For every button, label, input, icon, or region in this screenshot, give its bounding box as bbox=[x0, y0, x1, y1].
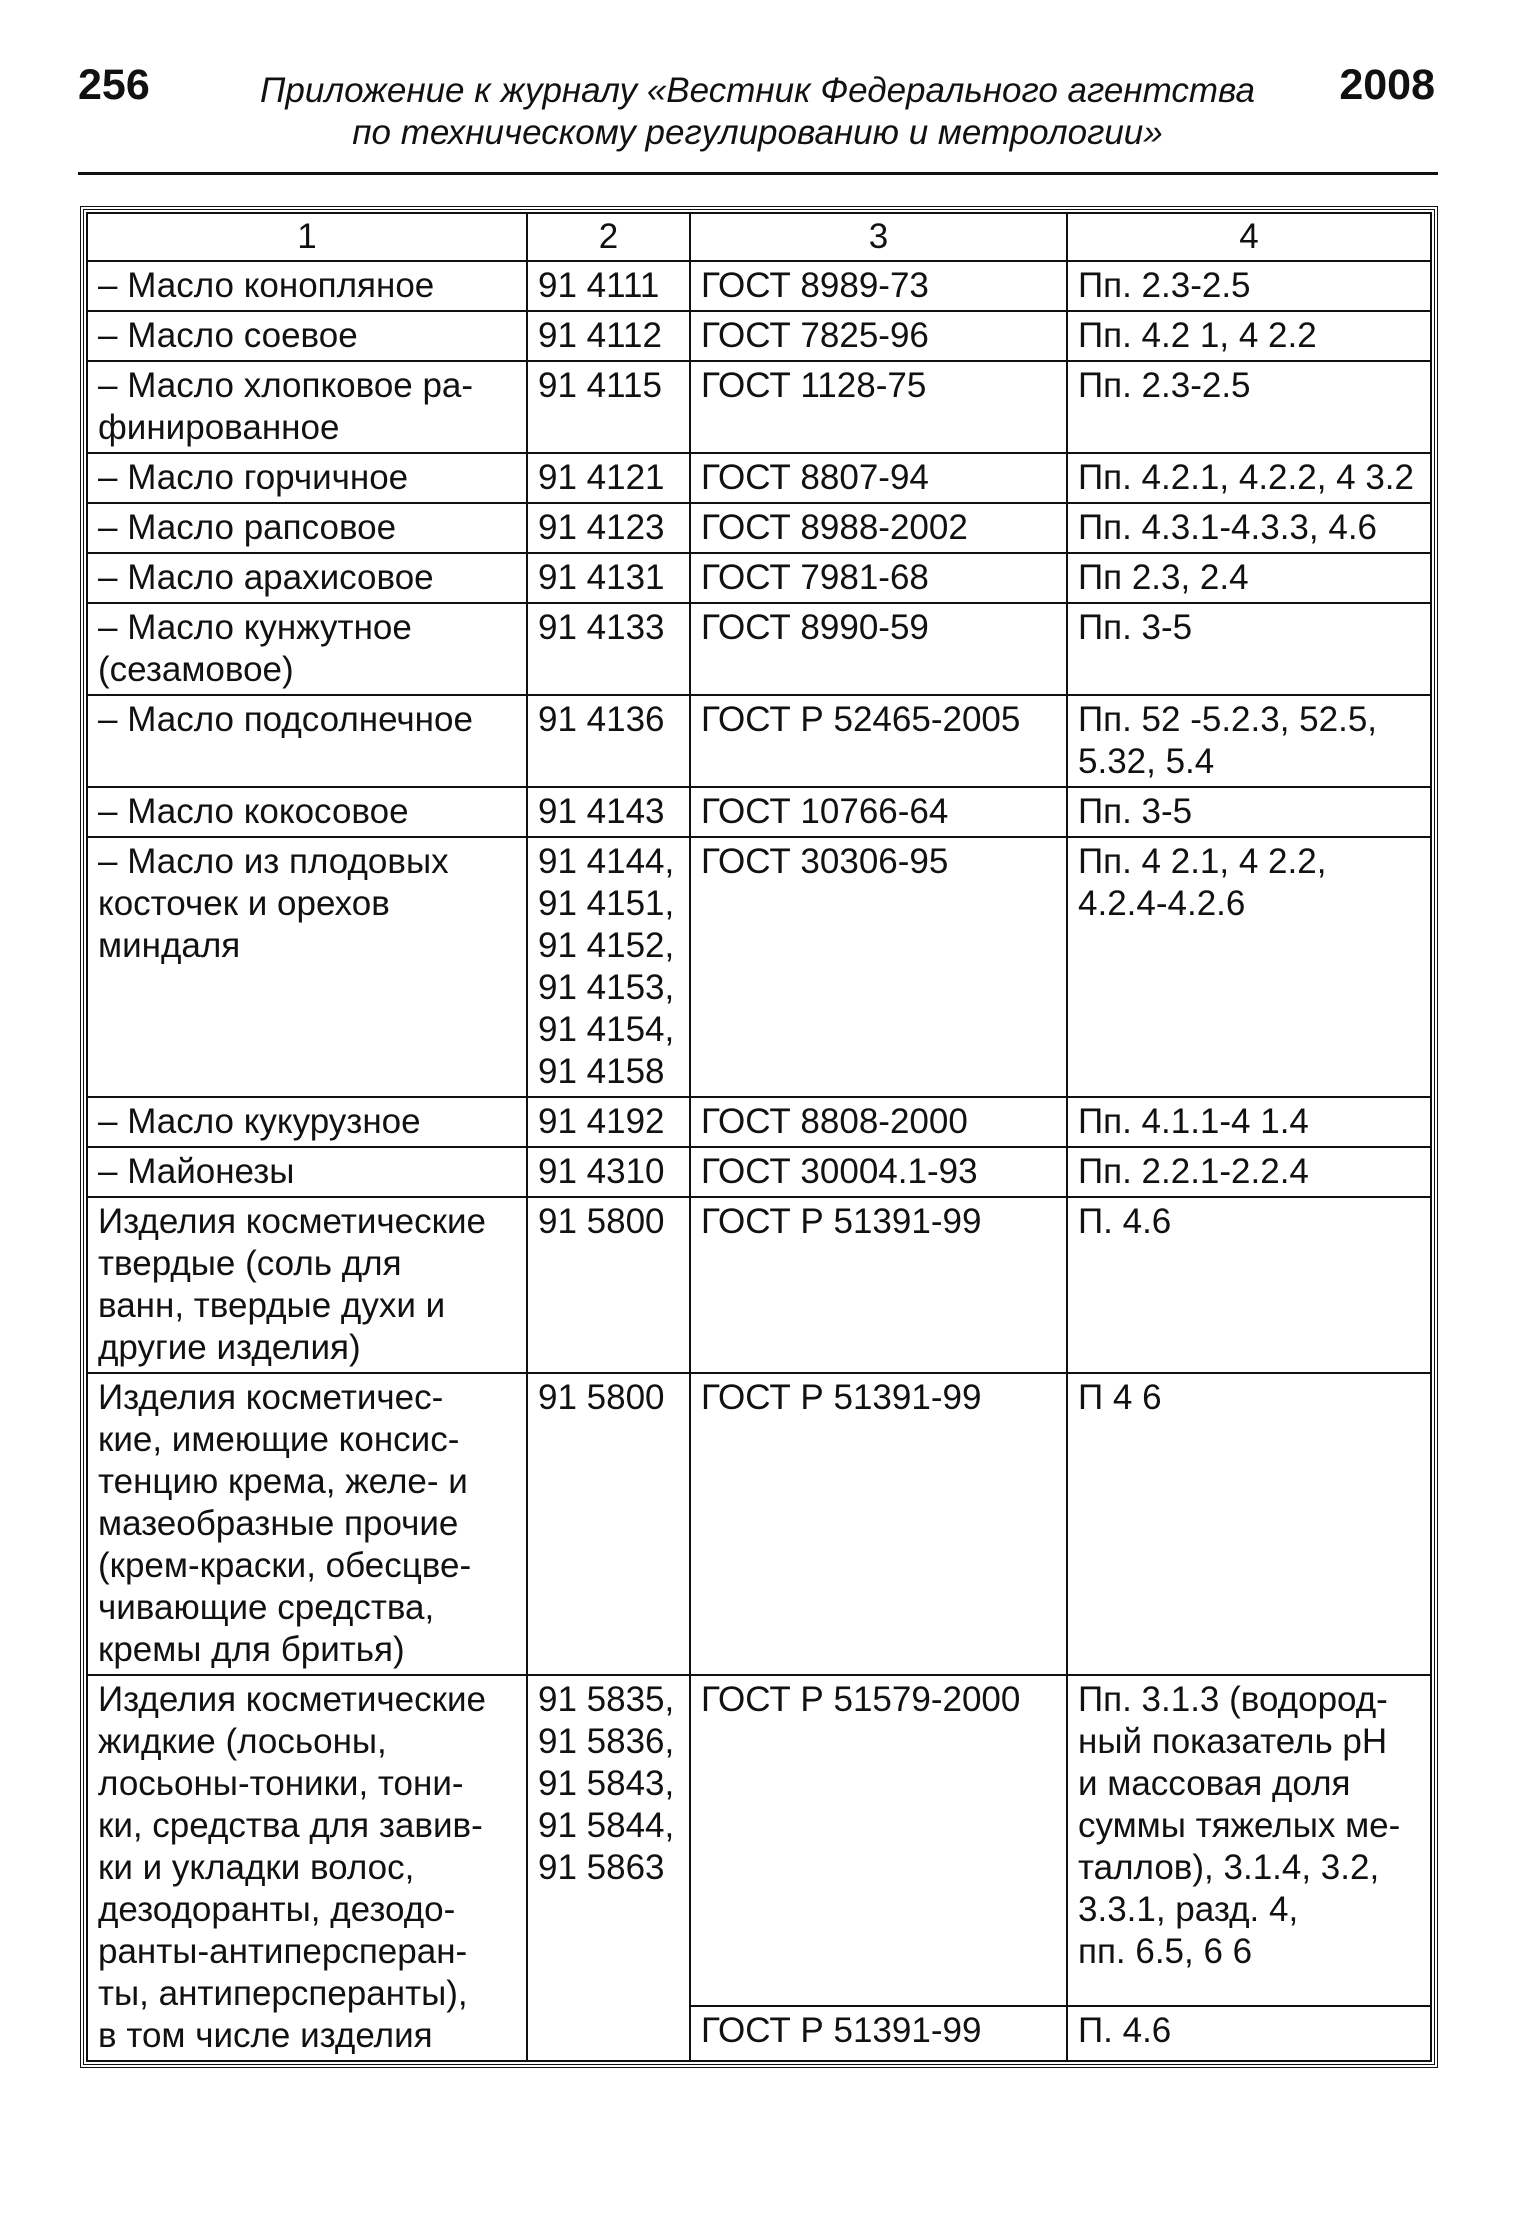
table-row bbox=[87, 311, 1431, 361]
page-number: 256 bbox=[78, 61, 150, 109]
clauses-cell: Пп. 4.1.1-4 1.4 bbox=[1067, 1097, 1431, 1147]
running-title bbox=[170, 70, 1345, 154]
standard-cell: ГОСТ 8989-73 bbox=[690, 261, 1067, 311]
clauses-cell: Пп. 2.3-2.5 bbox=[1067, 361, 1431, 453]
product-code-cell: 91 4123 bbox=[527, 503, 690, 553]
product-code-cell: 91 5835, 91 5836, 91 5843, 91 5844, 91 5863 bbox=[527, 1675, 690, 2061]
clauses-cell: Пп 2.3, 2.4 bbox=[1067, 553, 1431, 603]
product-code-cell: 91 5800 bbox=[527, 1197, 690, 1373]
product-name-cell: – Масло кокосовое bbox=[87, 787, 527, 837]
table-row bbox=[87, 787, 1431, 837]
product-code-cell: 91 4136 bbox=[527, 695, 690, 787]
clauses-cell: Пп. 52 -5.2.3, 52.5, 5.32, 5.4 bbox=[1067, 695, 1431, 787]
column-number: 2 bbox=[527, 213, 690, 261]
product-name-cell: – Масло горчичное bbox=[87, 453, 527, 503]
table-row bbox=[87, 1147, 1431, 1197]
standard-cell: ГОСТ 8990-59 bbox=[690, 603, 1067, 695]
clauses-cell: Пп. 4.3.1-4.3.3, 4.6 bbox=[1067, 503, 1431, 553]
product-code-cell: 91 4192 bbox=[527, 1097, 690, 1147]
standard-cell: ГОСТ 8988-2002 bbox=[690, 503, 1067, 553]
clauses-cell: П 4 6 bbox=[1067, 1373, 1431, 1675]
standard-cell: ГОСТ Р 52465-2005 bbox=[690, 695, 1067, 787]
year: 2008 bbox=[1339, 61, 1435, 109]
table-row bbox=[87, 1197, 1431, 1373]
product-code-cell: 91 4131 bbox=[527, 553, 690, 603]
running-title-line-2: по техническому регулированию и метрологии» bbox=[352, 113, 1163, 152]
product-code-cell: 91 5800 bbox=[527, 1373, 690, 1675]
product-code-cell: 91 4111 bbox=[527, 261, 690, 311]
running-title-line-1: Приложение к журналу «Вестник Федерального агентства bbox=[260, 71, 1255, 110]
product-name-cell: Изделия косметические жидкие (лосьоны, лосьоны-тоники, тони- ки, средства для завив- ки и укладки волос, дезодоранты, дезодо- ранты-антиперсперан- ты, антиперсперанты), в том числе изделия bbox=[87, 1675, 527, 2061]
standard-cell: ГОСТ Р 51391-99 bbox=[690, 2006, 1067, 2061]
clauses-cell: Пп. 3-5 bbox=[1067, 787, 1431, 837]
product-name-cell: – Майонезы bbox=[87, 1147, 527, 1197]
standard-cell: ГОСТ 8807-94 bbox=[690, 453, 1067, 503]
table-row bbox=[87, 695, 1431, 787]
table-row bbox=[87, 361, 1431, 453]
product-name-cell: – Масло рапсовое bbox=[87, 503, 527, 553]
product-name-cell: Изделия косметические твердые (соль для ванн, твердые духи и другие изделия) bbox=[87, 1197, 527, 1373]
product-code-cell: 91 4133 bbox=[527, 603, 690, 695]
clauses-cell: Пп. 4 2.1, 4 2.2, 4.2.4-4.2.6 bbox=[1067, 837, 1431, 1097]
standard-cell: ГОСТ Р 51579-2000 bbox=[690, 1675, 1067, 2006]
product-name-cell: – Масло кукурузное bbox=[87, 1097, 527, 1147]
clauses-cell: П. 4.6 bbox=[1067, 2006, 1431, 2061]
product-name-cell: – Масло соевое bbox=[87, 311, 527, 361]
product-name-cell: Изделия косметичес- кие, имеющие консис- тенцию крема, желе- и мазеобразные прочие (крем-краски, обесцве- чивающие средства, кремы для бритья) bbox=[87, 1373, 527, 1675]
table-row bbox=[87, 1097, 1431, 1147]
column-number: 4 bbox=[1067, 213, 1431, 261]
clauses-cell: Пп. 2.3-2.5 bbox=[1067, 261, 1431, 311]
product-code-cell: 91 4121 bbox=[527, 453, 690, 503]
table-row bbox=[87, 1675, 1431, 2006]
table-row bbox=[87, 1373, 1431, 1675]
standard-cell: ГОСТ Р 51391-99 bbox=[690, 1373, 1067, 1675]
table-row bbox=[87, 603, 1431, 695]
product-name-cell: – Масло хлопковое ра- финированное bbox=[87, 361, 527, 453]
clauses-cell: П. 4.6 bbox=[1067, 1197, 1431, 1373]
table-row bbox=[87, 837, 1431, 1097]
product-name-cell: – Масло кунжутное (сезамовое) bbox=[87, 603, 527, 695]
clauses-cell: Пп. 4.2 1, 4 2.2 bbox=[1067, 311, 1431, 361]
standard-cell: ГОСТ 8808-2000 bbox=[690, 1097, 1067, 1147]
product-code-cell: 91 4310 bbox=[527, 1147, 690, 1197]
product-name-cell: – Масло арахисовое bbox=[87, 553, 527, 603]
product-code-cell: 91 4143 bbox=[527, 787, 690, 837]
table-row bbox=[87, 261, 1431, 311]
product-code-cell: 91 4115 bbox=[527, 361, 690, 453]
standard-cell: ГОСТ Р 51391-99 bbox=[690, 1197, 1067, 1373]
table-row bbox=[87, 503, 1431, 553]
column-number: 1 bbox=[87, 213, 527, 261]
clauses-cell: Пп. 3-5 bbox=[1067, 603, 1431, 695]
standard-cell: ГОСТ 7981-68 bbox=[690, 553, 1067, 603]
standards-table bbox=[86, 212, 1432, 2062]
clauses-cell: Пп. 3.1.3 (водород- ный показатель pH и массовая доля суммы тяжелых ме- таллов), 3.1.4, 3.2, 3.3.1, разд. 4, пп. 6.5, 6 6 bbox=[1067, 1675, 1431, 2006]
standards-table-frame bbox=[80, 206, 1438, 2068]
product-name-cell: – Масло конопляное bbox=[87, 261, 527, 311]
product-code-cell: 91 4144, 91 4151, 91 4152, 91 4153, 91 4154, 91 4158 bbox=[527, 837, 690, 1097]
product-name-cell: – Масло из плодовых косточек и орехов миндаля bbox=[87, 837, 527, 1097]
clauses-cell: Пп. 4.2.1, 4.2.2, 4 3.2 bbox=[1067, 453, 1431, 503]
standard-cell: ГОСТ 7825-96 bbox=[690, 311, 1067, 361]
header-divider bbox=[78, 172, 1438, 175]
table-row bbox=[87, 453, 1431, 503]
column-number-row bbox=[87, 213, 1431, 261]
table-body bbox=[87, 261, 1431, 2061]
column-number: 3 bbox=[690, 213, 1067, 261]
clauses-cell: Пп. 2.2.1-2.2.4 bbox=[1067, 1147, 1431, 1197]
standard-cell: ГОСТ 30306-95 bbox=[690, 837, 1067, 1097]
standard-cell: ГОСТ 30004.1-93 bbox=[690, 1147, 1067, 1197]
standard-cell: ГОСТ 10766-64 bbox=[690, 787, 1067, 837]
standard-cell: ГОСТ 1128-75 bbox=[690, 361, 1067, 453]
product-code-cell: 91 4112 bbox=[527, 311, 690, 361]
table-row bbox=[87, 553, 1431, 603]
product-name-cell: – Масло подсолнечное bbox=[87, 695, 527, 787]
